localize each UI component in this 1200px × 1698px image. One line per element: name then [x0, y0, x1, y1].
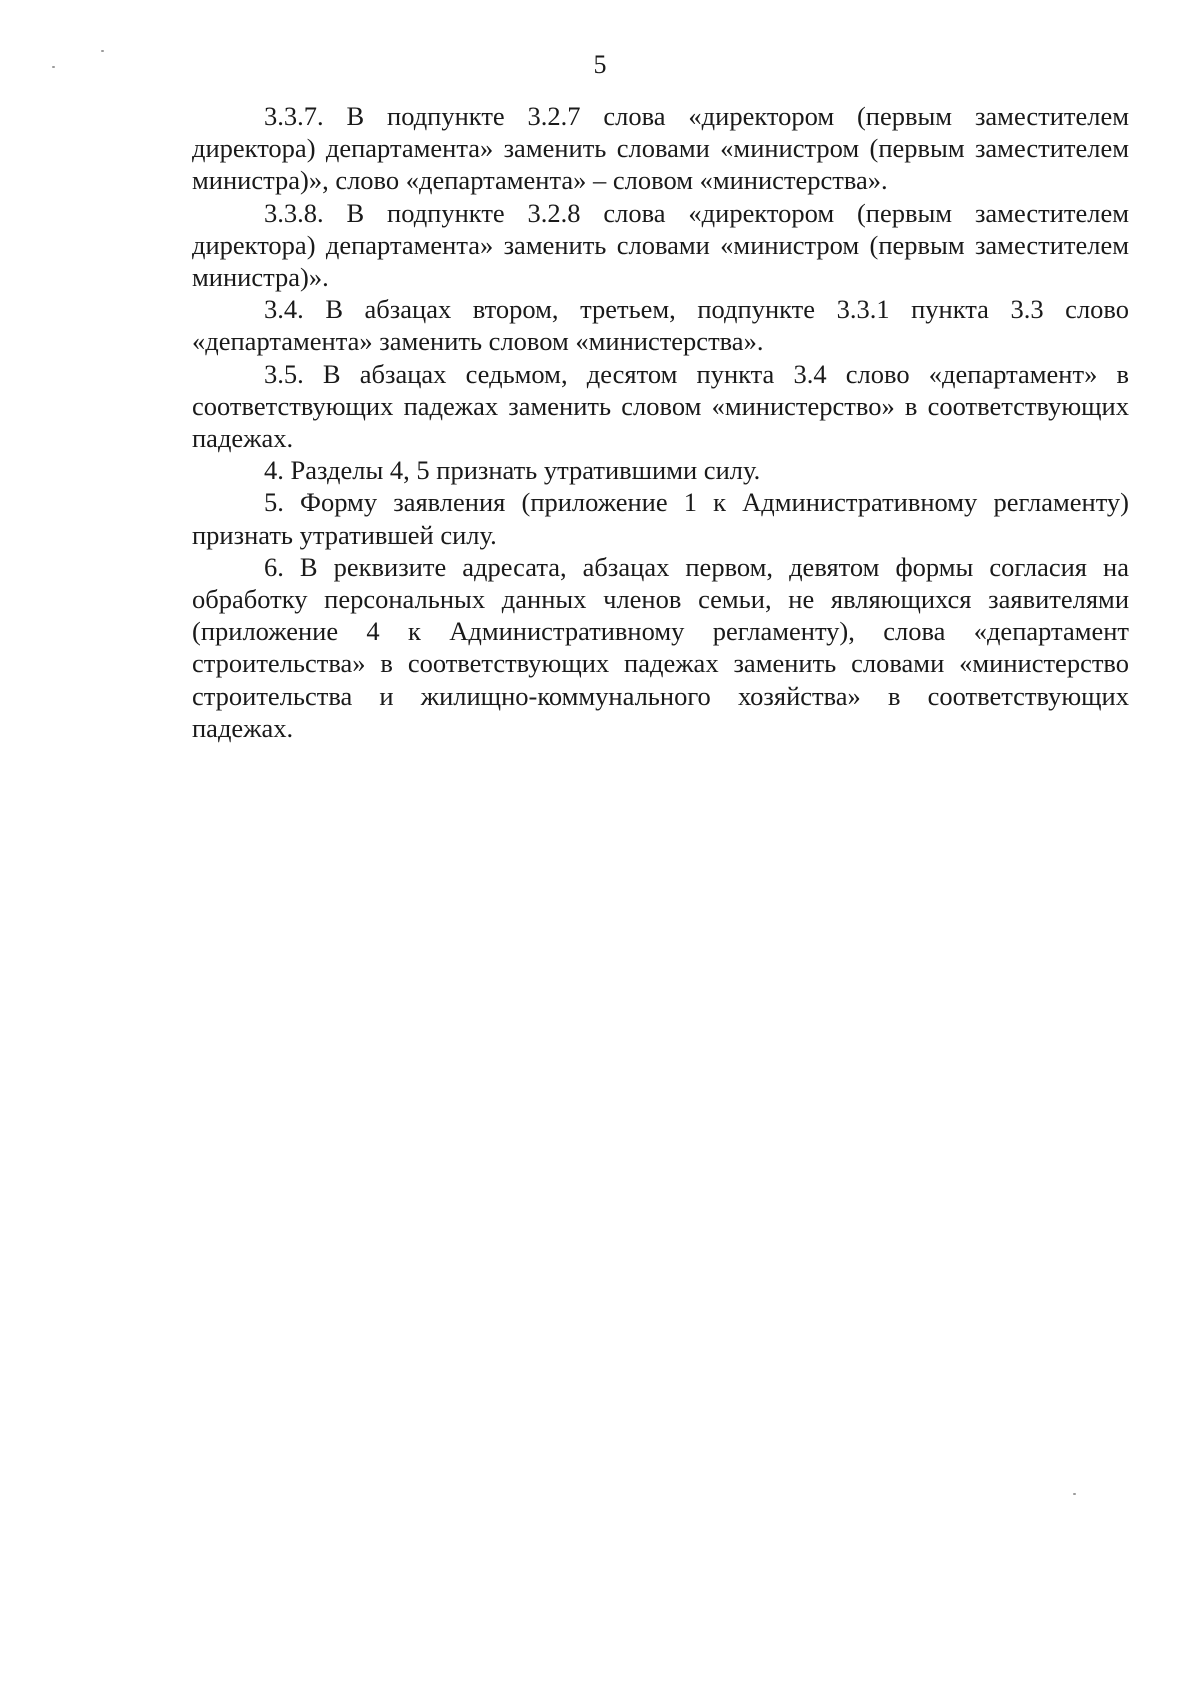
paragraph-5: 5. Форму заявления (приложение 1 к Административному регламенту) признать утратившей силу.: [192, 487, 1129, 550]
paragraph-4: 4. Разделы 4, 5 признать утратившими силу.: [264, 455, 761, 486]
paragraph-3-5: 3.5. В абзацах седьмом, десятом пункта 3.4 слово «департамент» в соответствующих падежах заменить словом «министерство» в соответствующих падежах.: [192, 358, 1129, 454]
paragraph-3-4: 3.4. В абзацах втором, третьем, подпункте 3.3.1 пункта 3.3 слово «департамента» заменить словом «министерства».: [192, 294, 1129, 357]
scan-speck: [101, 50, 104, 52]
paragraph-6: 6. В реквизите адресата, абзацах первом, девятом формы согласия на обработку персональных данных членов семьи, не являющихся заявителями (приложение 4 к Административному регламенту), слова «департамент строительства» в соответствующих падежах заменить словами «министерство строительства и жилищно-коммунального хозяйства» в соответствующих падежах.: [192, 551, 1129, 743]
scan-speck: [52, 66, 55, 68]
paragraph-3-3-8: 3.3.8. В подпункте 3.2.8 слова «директором (первым заместителем директора) департамента» заменить словами «министром (первым заместителем министра)».: [192, 197, 1129, 293]
scan-speck: [1073, 1493, 1076, 1495]
document-body: [192, 100, 1129, 744]
page-number: 5: [593, 50, 607, 79]
paragraph-3-3-7: 3.3.7. В подпункте 3.2.7 слова «директором (первым заместителем директора) департамента» заменить словами «министром (первым заместителем министра)», слово «департамента» – словом «министерства».: [192, 101, 1129, 196]
